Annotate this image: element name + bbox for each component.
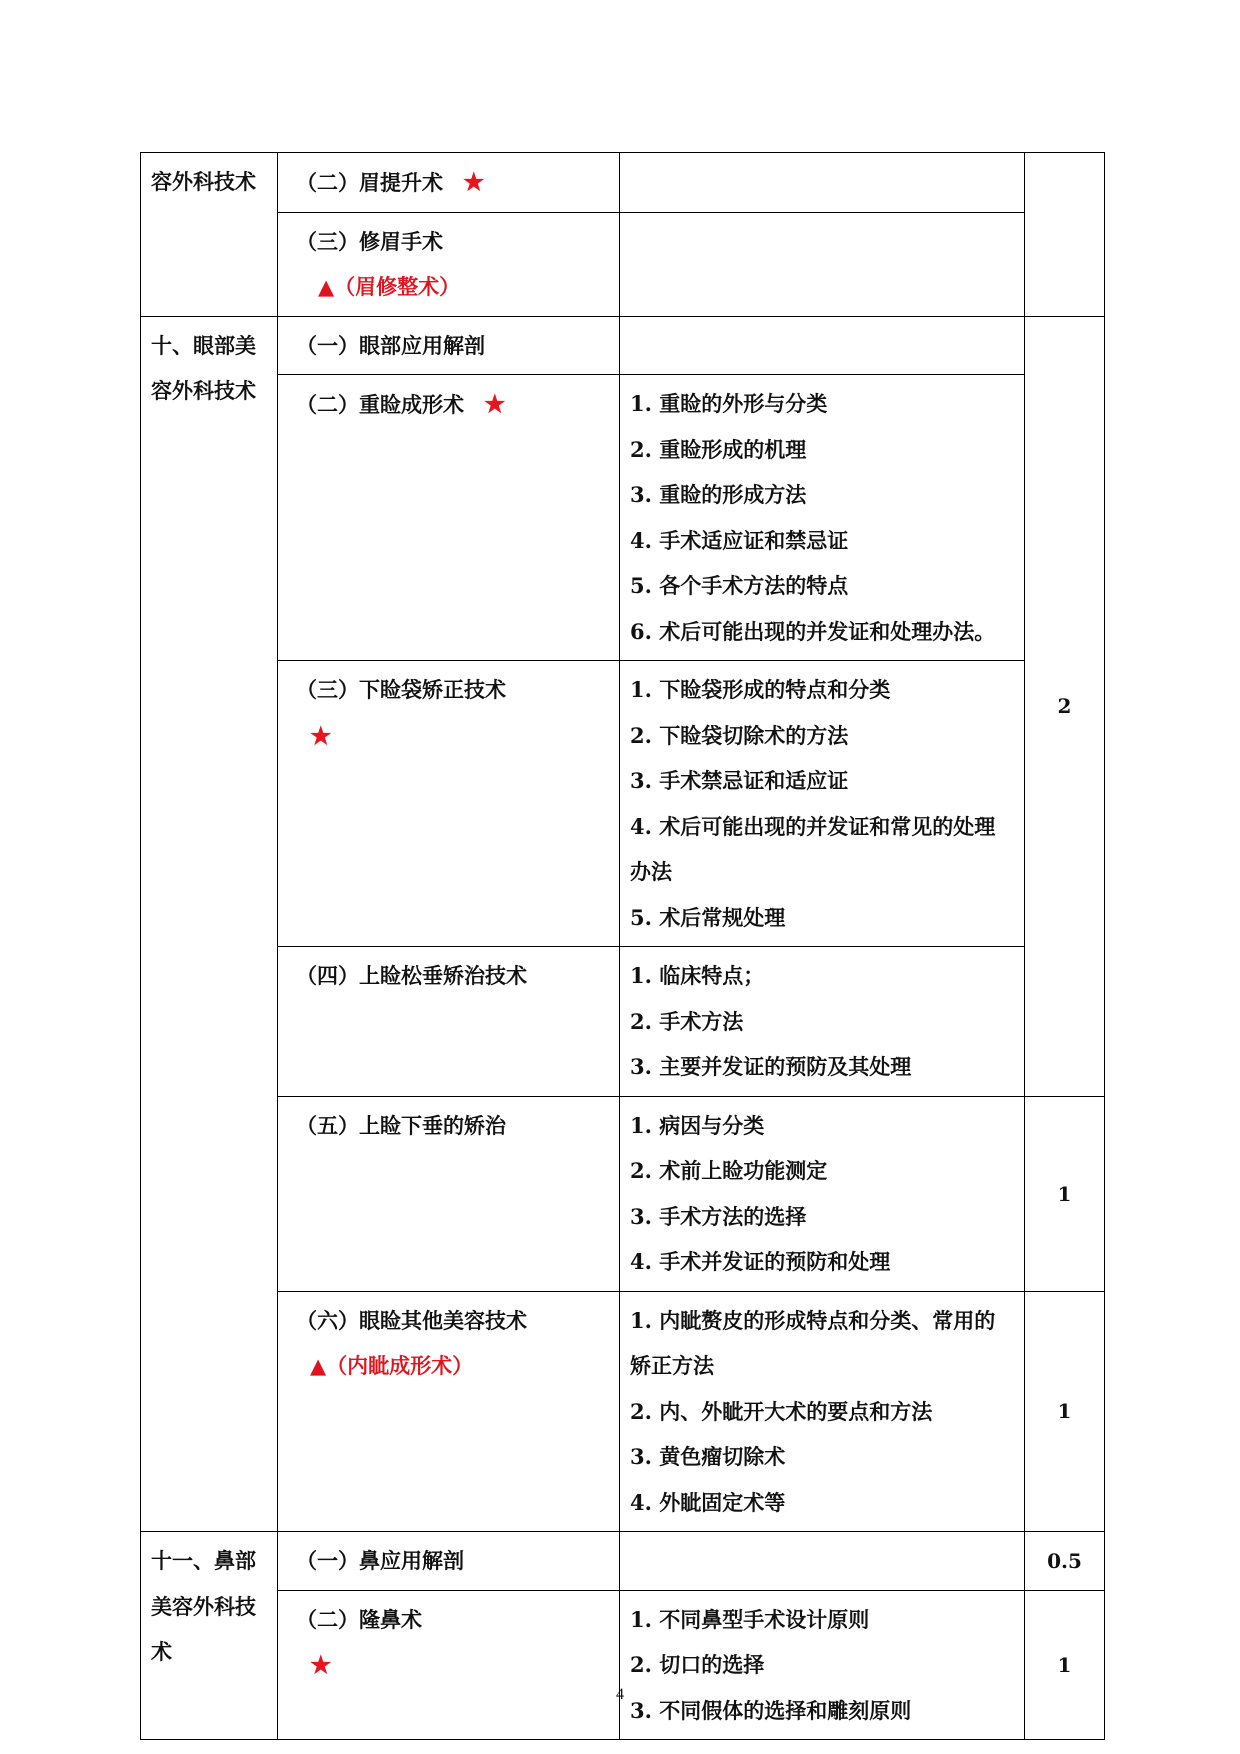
point-item: 4. 术后可能出现的并发证和常见的处理办法 bbox=[630, 813, 996, 884]
point-item: 3. 不同假体的选择和雕刻原则 bbox=[630, 1697, 912, 1723]
point-item: 3. 手术方法的选择 bbox=[630, 1203, 807, 1229]
section-cell-10 bbox=[141, 316, 278, 1532]
topic-cell: （二）重睑成形术 ★ bbox=[278, 375, 620, 661]
points-cell bbox=[620, 1291, 1025, 1532]
point-item: 1. 病因与分类 bbox=[630, 1112, 765, 1138]
point-item: 3. 重睑的形成方法 bbox=[630, 482, 807, 507]
point-item: 4. 外眦固定术等 bbox=[630, 1489, 786, 1515]
section-label: 容外科技术 bbox=[151, 169, 256, 194]
syllabus-table bbox=[140, 152, 1105, 1740]
points-cell bbox=[620, 947, 1025, 1097]
star-icon: ★ bbox=[310, 1650, 332, 1679]
points-cell bbox=[620, 661, 1025, 947]
point-item: 1. 下睑袋形成的特点和分类 bbox=[630, 677, 891, 702]
hours-cell: 1 bbox=[1025, 1590, 1105, 1740]
topic-cell: （五）上睑下垂的矫治 bbox=[278, 1096, 620, 1291]
section-cell-9 bbox=[141, 153, 278, 317]
point-item: 1. 重睑的外形与分类 bbox=[630, 391, 828, 416]
point-item: 2. 下睑袋切除术的方法 bbox=[630, 722, 849, 748]
hours-cell: 2 bbox=[1025, 316, 1105, 1096]
section-cell-11 bbox=[141, 1532, 278, 1740]
point-item: 3. 主要并发证的预防及其处理 bbox=[630, 1054, 912, 1079]
hours-cell: 1 bbox=[1025, 1291, 1105, 1532]
topic-cell: （二）眉提升术 ★ bbox=[278, 153, 620, 213]
points-cell bbox=[620, 153, 1025, 213]
point-item: 4. 手术适应证和禁忌证 bbox=[630, 527, 849, 553]
topic-cell: （四）上睑松垂矫治技术 bbox=[278, 947, 620, 1097]
point-item: 2. 术前上睑功能测定 bbox=[630, 1158, 828, 1183]
triangle-mark: ▲（眉修整术） bbox=[318, 274, 461, 299]
point-item: 2. 切口的选择 bbox=[630, 1652, 765, 1677]
star-icon: ★ bbox=[484, 389, 506, 418]
point-item: 1. 不同鼻型手术设计原则 bbox=[630, 1606, 870, 1632]
section-label: 十一、鼻部美容外科技术 bbox=[151, 1548, 256, 1664]
point-item: 5. 术后常规处理 bbox=[630, 904, 786, 930]
topic-cell: （三）下睑袋矫正技术 ★ bbox=[278, 661, 620, 947]
points-cell bbox=[620, 375, 1025, 661]
star-icon: ★ bbox=[463, 167, 485, 196]
points-cell bbox=[620, 316, 1025, 375]
points-cell bbox=[620, 1590, 1025, 1740]
point-item: 1. 内眦赘皮的形成特点和分类、常用的矫正方法 bbox=[630, 1307, 996, 1378]
topic-cell: （一）眼部应用解剖 bbox=[278, 316, 620, 375]
point-item: 1. 临床特点； bbox=[630, 963, 765, 988]
triangle-mark: ▲（内眦成形术） bbox=[310, 1353, 474, 1378]
point-item: 6. 术后可能出现的并发证和处理办法。 bbox=[630, 618, 996, 644]
hours-cell: 1 bbox=[1025, 1096, 1105, 1291]
topic-cell: （六）眼睑其他美容技术 ▲（内眦成形术） bbox=[278, 1291, 620, 1532]
hours-cell bbox=[1025, 153, 1105, 317]
page-number: 4 bbox=[616, 1686, 624, 1703]
point-item: 2. 内、外眦开大术的要点和方法 bbox=[630, 1398, 933, 1424]
points-cell bbox=[620, 1532, 1025, 1591]
section-label: 十、眼部美容外科技术 bbox=[151, 332, 256, 403]
point-item: 4. 手术并发证的预防和处理 bbox=[630, 1249, 891, 1274]
points-cell bbox=[620, 212, 1025, 316]
point-item: 2. 重睑形成的机理 bbox=[630, 436, 807, 462]
point-item: 2. 手术方法 bbox=[630, 1008, 744, 1034]
point-item: 3. 手术禁忌证和适应证 bbox=[630, 768, 849, 793]
hours-cell: 0.5 bbox=[1025, 1532, 1105, 1591]
points-cell bbox=[620, 1096, 1025, 1291]
point-item: 5. 各个手术方法的特点 bbox=[630, 573, 849, 598]
topic-cell: （二）隆鼻术 ★ bbox=[278, 1590, 620, 1740]
topic-cell: （三）修眉手术▲（眉修整术） bbox=[278, 212, 620, 316]
topic-cell: （一）鼻应用解剖 bbox=[278, 1532, 620, 1591]
star-icon: ★ bbox=[310, 720, 332, 750]
point-item: 3. 黄色瘤切除术 bbox=[630, 1444, 786, 1469]
